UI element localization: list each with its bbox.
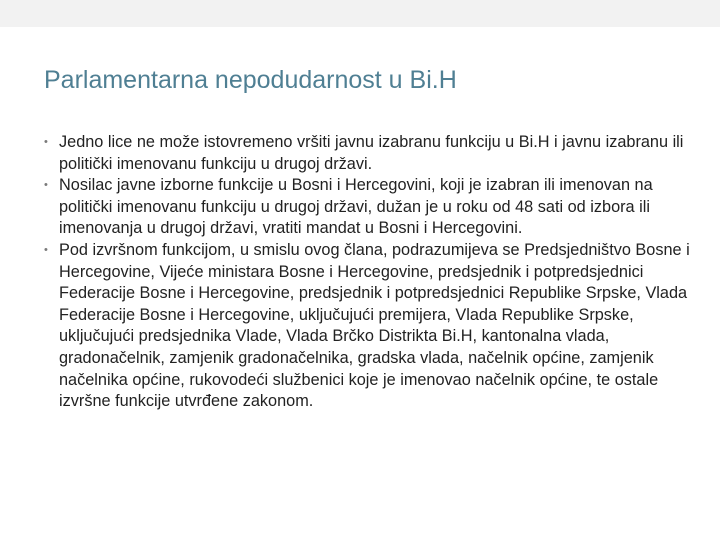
slide-top-bar xyxy=(0,0,720,27)
bullet-item xyxy=(44,175,694,240)
bullet-text: Jedno lice ne može istovremeno vršiti javnu izabranu funkciju u Bi.H i javnu izabranu ili politički imenovanu funkciju u drugoj državi. xyxy=(59,133,684,173)
bullet-item xyxy=(44,240,694,413)
bullet-text: Pod izvršnom funkcijom, u smislu ovog člana, podrazumijeva se Predsjedništvo Bosne i Hercegovine, Vijeće ministara Bosne i Hercegovine, predsjednik i potpredsjednici Federacije Bosne i Hercegovine, predsjednik i potpredsjednici Republike Srpske, Vlada Federacije Bosne i Hercegovine, uključujući premijera, Vlada Republike Srpske, uključujući predsjednika Vlade, Vlada Brčko Distrikta Bi.H, kantonalna vlada, gradonačelnik, zamjenik gradonačelnika, gradska vlada, načelnik općine, zamjenik načelnika općine, rukovodeći službenici koje je imenovao načelnik općine, te ostale izvršne funkcije utvrđene zakonom. xyxy=(59,240,690,411)
bullet-dot-icon: • xyxy=(44,179,48,192)
bullet-dot-icon: • xyxy=(44,243,48,256)
slide-title: Parlamentarna nepodudarnost u Bi.H xyxy=(44,66,457,94)
bullet-dot-icon: • xyxy=(44,136,48,148)
bullet-item xyxy=(44,132,694,175)
bullet-text: Nosilac javne izborne funkcije u Bosni i Hercegovini, koji je izabran ili imenovan na politički imenovanu funkciju u drugoj državi, dužan je u roku od 48 sati od izbora ili imenovanja u drugoj državi, vratiti mandat u Bosni i Hercegovini. xyxy=(59,176,653,238)
bullet-list xyxy=(44,132,694,413)
